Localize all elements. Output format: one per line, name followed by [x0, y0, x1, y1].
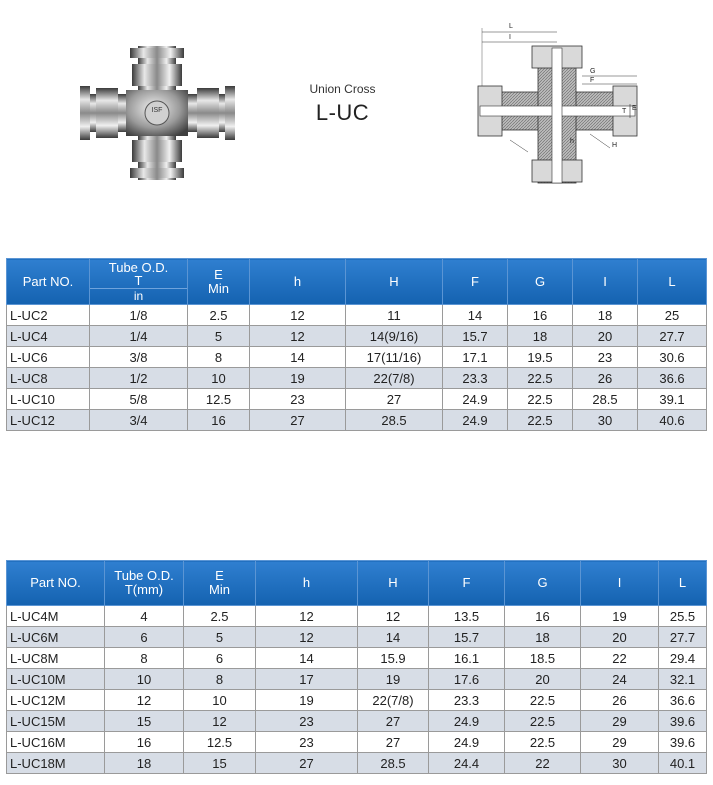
cell-l: 39.6 — [659, 711, 707, 732]
cell-e-min: 2.5 — [184, 606, 256, 627]
dim-label-h-large: H — [612, 142, 618, 149]
cell-part-no: L-UC15M — [7, 711, 105, 732]
cell-h-large: 14(9/16) — [346, 326, 443, 347]
cell-part-no: L-UC10 — [7, 389, 90, 410]
cell-e-min: 15 — [184, 753, 256, 774]
cell-tube-od: 1/8 — [90, 305, 188, 326]
cell-l: 27.7 — [638, 326, 707, 347]
cell-h-large: 14 — [358, 627, 429, 648]
header-h-large: H — [358, 561, 429, 606]
cell-e-min: 2.5 — [188, 305, 250, 326]
cell-tube-od: 1/4 — [90, 326, 188, 347]
cell-h-large: 12 — [358, 606, 429, 627]
cell-i: 24 — [581, 669, 659, 690]
cell-i: 18 — [573, 305, 638, 326]
header-i: I — [573, 259, 638, 305]
cell-f: 24.9 — [443, 410, 508, 431]
cell-part-no: L-UC4M — [7, 606, 105, 627]
cell-tube-od: 16 — [105, 732, 184, 753]
cell-g: 20 — [505, 669, 581, 690]
cell-f: 13.5 — [429, 606, 505, 627]
cell-h-large: 28.5 — [346, 410, 443, 431]
header-g: G — [505, 561, 581, 606]
header-f: F — [429, 561, 505, 606]
dim-label-i: I — [509, 34, 511, 41]
cell-g: 19.5 — [508, 347, 573, 368]
dim-label-g: G — [590, 68, 596, 75]
header-e-min — [184, 561, 256, 606]
cell-tube-od: 1/2 — [90, 368, 188, 389]
cell-l: 40.6 — [638, 410, 707, 431]
spec-table-inch-body — [7, 305, 707, 431]
cell-f: 17.1 — [443, 347, 508, 368]
cell-h-small: 12 — [250, 305, 346, 326]
table-row — [7, 326, 707, 347]
brand-logo: ISF — [151, 107, 163, 114]
dim-label-e: E — [632, 105, 637, 112]
cell-e-min: 6 — [184, 648, 256, 669]
cell-l: 40.1 — [659, 753, 707, 774]
cell-part-no: L-UC4 — [7, 326, 90, 347]
technical-drawing — [470, 20, 645, 195]
header-part-no: Part NO. — [7, 561, 105, 606]
spec-table-inch — [6, 258, 707, 431]
table-row — [7, 347, 707, 368]
cell-h-small: 12 — [256, 627, 358, 648]
cell-h-small: 12 — [256, 606, 358, 627]
cell-f: 15.7 — [443, 326, 508, 347]
header-tube-t: T — [134, 273, 143, 289]
cell-l: 39.6 — [659, 732, 707, 753]
cell-tube-od: 8 — [105, 648, 184, 669]
header-min: Min — [208, 280, 229, 296]
cell-f: 17.6 — [429, 669, 505, 690]
cell-part-no: L-UC10M — [7, 669, 105, 690]
cell-e-min: 5 — [184, 627, 256, 648]
header-h-large: H — [346, 259, 443, 305]
cell-part-no: L-UC8 — [7, 368, 90, 389]
cell-g: 22.5 — [505, 711, 581, 732]
cell-part-no: L-UC16M — [7, 732, 105, 753]
table-row — [7, 711, 707, 732]
header-e: E — [215, 568, 224, 584]
cell-f: 24.4 — [429, 753, 505, 774]
cell-g: 18.5 — [505, 648, 581, 669]
spec-table-metric — [6, 560, 707, 774]
cell-g: 16 — [508, 305, 573, 326]
cell-f: 23.3 — [443, 368, 508, 389]
spec-table-metric-body — [7, 606, 707, 774]
cell-part-no: L-UC18M — [7, 753, 105, 774]
cell-tube-od: 3/8 — [90, 347, 188, 368]
cell-f: 23.3 — [429, 690, 505, 711]
header-l: L — [638, 259, 707, 305]
cell-h-small: 14 — [256, 648, 358, 669]
header-tube-od-label: Tube O.D. — [114, 568, 174, 584]
cell-h-small: 23 — [250, 389, 346, 410]
cell-e-min: 10 — [184, 690, 256, 711]
header-e: E — [214, 266, 223, 282]
product-caption — [290, 82, 395, 126]
product-subtitle: Union Cross — [309, 82, 376, 96]
cell-f: 24.9 — [429, 732, 505, 753]
dim-label-t: T — [622, 108, 627, 115]
cell-l: 25.5 — [659, 606, 707, 627]
dim-label-l: L — [509, 23, 513, 30]
cell-g: 18 — [505, 627, 581, 648]
cell-tube-od: 6 — [105, 627, 184, 648]
cell-f: 24.9 — [443, 389, 508, 410]
cell-tube-od: 10 — [105, 669, 184, 690]
cell-tube-od: 12 — [105, 690, 184, 711]
cell-l: 27.7 — [659, 627, 707, 648]
cell-h-large: 22(7/8) — [358, 690, 429, 711]
cell-l: 30.6 — [638, 347, 707, 368]
cell-g: 22.5 — [508, 368, 573, 389]
table-row — [7, 732, 707, 753]
cell-e-min: 8 — [188, 347, 250, 368]
table-row — [7, 690, 707, 711]
cell-i: 29 — [581, 732, 659, 753]
cell-h-small: 19 — [250, 368, 346, 389]
header-i: I — [581, 561, 659, 606]
cell-l: 39.1 — [638, 389, 707, 410]
cell-f: 16.1 — [429, 648, 505, 669]
cell-tube-od: 3/4 — [90, 410, 188, 431]
header-l: L — [659, 561, 707, 606]
cell-l: 36.6 — [638, 368, 707, 389]
header-min: Min — [209, 582, 230, 597]
product-code: L-UC — [315, 100, 370, 125]
cell-part-no: L-UC8M — [7, 648, 105, 669]
cell-h-large: 19 — [358, 669, 429, 690]
cell-g: 22.5 — [508, 389, 573, 410]
header-f: F — [443, 259, 508, 305]
cell-part-no: L-UC6 — [7, 347, 90, 368]
cell-h-small: 14 — [250, 347, 346, 368]
cell-tube-od: 4 — [105, 606, 184, 627]
table-row — [7, 389, 707, 410]
cell-i: 22 — [581, 648, 659, 669]
table-row — [7, 305, 707, 326]
cell-h-large: 15.9 — [358, 648, 429, 669]
cell-i: 26 — [581, 690, 659, 711]
cell-e-min: 12.5 — [188, 389, 250, 410]
cell-h-large: 27 — [346, 389, 443, 410]
cell-i: 29 — [581, 711, 659, 732]
header-tube-od — [105, 561, 184, 606]
cell-part-no: L-UC2 — [7, 305, 90, 326]
cell-e-min: 5 — [188, 326, 250, 347]
header-tube-unit: in — [90, 288, 187, 303]
header-h-small: h — [250, 259, 346, 305]
cell-i: 19 — [581, 606, 659, 627]
cell-f: 14 — [443, 305, 508, 326]
cell-e-min: 8 — [184, 669, 256, 690]
cell-h-small: 27 — [250, 410, 346, 431]
cell-i: 28.5 — [573, 389, 638, 410]
cell-tube-od: 15 — [105, 711, 184, 732]
cell-i: 30 — [581, 753, 659, 774]
cell-h-large: 22(7/8) — [346, 368, 443, 389]
dim-label-f: F — [590, 77, 595, 84]
cell-part-no: L-UC12M — [7, 690, 105, 711]
cell-h-small: 23 — [256, 711, 358, 732]
cell-l: 25 — [638, 305, 707, 326]
header-tube-t: T(mm) — [124, 582, 164, 597]
header-part-no: Part NO. — [7, 259, 90, 305]
cell-f: 15.7 — [429, 627, 505, 648]
cell-g: 22 — [505, 753, 581, 774]
cell-h-large: 28.5 — [358, 753, 429, 774]
dim-label-h-small: h — [570, 138, 574, 145]
header-e-min — [188, 259, 250, 305]
cell-i: 26 — [573, 368, 638, 389]
cell-l: 36.6 — [659, 690, 707, 711]
table-row — [7, 410, 707, 431]
cell-e-min: 10 — [188, 368, 250, 389]
cell-part-no: L-UC12 — [7, 410, 90, 431]
header-tube-od — [90, 259, 188, 305]
table-row — [7, 669, 707, 690]
cell-h-large: 17(11/16) — [346, 347, 443, 368]
cell-h-large: 27 — [358, 711, 429, 732]
cell-f: 24.9 — [429, 711, 505, 732]
cell-h-small: 17 — [256, 669, 358, 690]
header-tube-od-label: Tube O.D. — [108, 259, 169, 275]
cell-h-large: 27 — [358, 732, 429, 753]
header-h-small: h — [256, 561, 358, 606]
cell-h-small: 27 — [256, 753, 358, 774]
cell-e-min: 12.5 — [184, 732, 256, 753]
cell-i: 20 — [581, 627, 659, 648]
table-row — [7, 753, 707, 774]
table-row — [7, 368, 707, 389]
cell-h-small: 12 — [250, 326, 346, 347]
cell-tube-od: 5/8 — [90, 389, 188, 410]
header-g: G — [508, 259, 573, 305]
cell-h-small: 23 — [256, 732, 358, 753]
cell-g: 22.5 — [505, 690, 581, 711]
cell-i: 23 — [573, 347, 638, 368]
cell-g: 22.5 — [505, 732, 581, 753]
cell-g: 16 — [505, 606, 581, 627]
cell-h-large: 11 — [346, 305, 443, 326]
cell-h-small: 19 — [256, 690, 358, 711]
cell-g: 18 — [508, 326, 573, 347]
cell-l: 32.1 — [659, 669, 707, 690]
cell-i: 20 — [573, 326, 638, 347]
table-row — [7, 648, 707, 669]
cell-l: 29.4 — [659, 648, 707, 669]
cell-i: 30 — [573, 410, 638, 431]
cell-part-no: L-UC6M — [7, 627, 105, 648]
cell-g: 22.5 — [508, 410, 573, 431]
cell-e-min: 16 — [188, 410, 250, 431]
cell-tube-od: 18 — [105, 753, 184, 774]
table-row — [7, 606, 707, 627]
cell-e-min: 12 — [184, 711, 256, 732]
table-row — [7, 627, 707, 648]
